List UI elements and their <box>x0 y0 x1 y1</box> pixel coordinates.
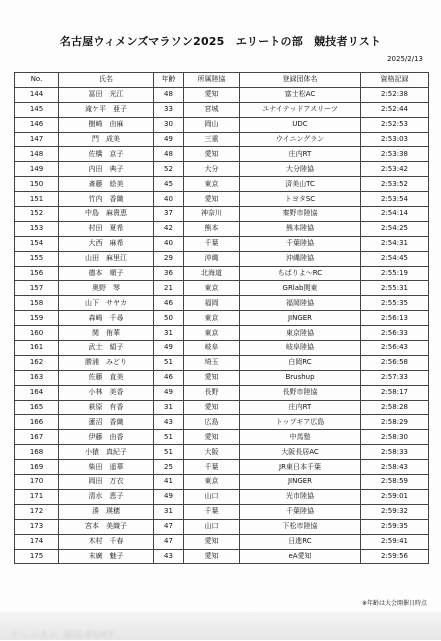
header-qualifying-time: 資格記録 <box>361 73 429 88</box>
table-row <box>15 117 429 132</box>
cell-age: 41 <box>154 475 184 490</box>
table-row <box>15 221 429 236</box>
table-row <box>15 370 429 385</box>
cell-club: 千葉陸協 <box>240 236 361 251</box>
cell-age: 29 <box>154 251 184 266</box>
cell-name: 木村 千春 <box>59 534 154 549</box>
cell-name: 清水 恵子 <box>59 489 154 504</box>
cell-club: 中馬塾 <box>240 430 361 445</box>
table-row <box>15 281 429 296</box>
table-row <box>15 415 429 430</box>
cell-time: 2:52:53 <box>361 117 429 132</box>
cell-no: 168 <box>15 445 59 460</box>
table-row <box>15 534 429 549</box>
cell-federation: 東京 <box>184 177 240 192</box>
cell-club: ウイニングラン <box>240 132 361 147</box>
table-row <box>15 326 429 341</box>
cell-federation: 広島 <box>184 415 240 430</box>
cell-time: 2:53:38 <box>361 147 429 162</box>
table-row <box>15 87 429 102</box>
cell-name: 小林 美香 <box>59 385 154 400</box>
cell-age: 33 <box>154 102 184 117</box>
table-row <box>15 549 429 564</box>
cell-federation: 福岡 <box>184 296 240 311</box>
cell-federation: 愛知 <box>184 370 240 385</box>
cell-federation: 沖縄 <box>184 251 240 266</box>
cell-name: 門 成美 <box>59 132 154 147</box>
table-row <box>15 251 429 266</box>
cell-no: 154 <box>15 236 59 251</box>
cell-federation: 愛知 <box>184 549 240 564</box>
cell-age: 21 <box>154 281 184 296</box>
cell-age: 43 <box>154 415 184 430</box>
table-row <box>15 162 429 177</box>
cell-club: 大阪長居AC <box>240 445 361 460</box>
cell-name: 末廣 魅子 <box>59 549 154 564</box>
cell-no: 148 <box>15 147 59 162</box>
cell-name: 村田 夏希 <box>59 221 154 236</box>
table-row <box>15 504 429 519</box>
cell-time: 2:58:30 <box>361 430 429 445</box>
cell-name: 大西 麻希 <box>59 236 154 251</box>
cell-federation: 三重 <box>184 132 240 147</box>
table-row <box>15 296 429 311</box>
cell-time: 2:55:19 <box>361 266 429 281</box>
cell-federation: 愛知 <box>184 400 240 415</box>
table-row <box>15 266 429 281</box>
table-row <box>15 385 429 400</box>
cell-club: 下松市陸協 <box>240 519 361 534</box>
cell-federation: 北海道 <box>184 266 240 281</box>
cell-no: 162 <box>15 355 59 370</box>
cell-no: 170 <box>15 475 59 490</box>
cell-time: 2:56:13 <box>361 311 429 326</box>
cell-age: 36 <box>154 266 184 281</box>
cell-federation: 東京 <box>184 475 240 490</box>
cell-name: 佐藤 直美 <box>59 370 154 385</box>
cell-no: 169 <box>15 460 59 475</box>
cell-time: 2:58:59 <box>361 475 429 490</box>
cell-no: 149 <box>15 162 59 177</box>
cell-age: 31 <box>154 400 184 415</box>
cell-time: 2:52:38 <box>361 87 429 102</box>
cell-name: 関 侑華 <box>59 326 154 341</box>
cell-no: 147 <box>15 132 59 147</box>
cell-club: JINGER <box>240 311 361 326</box>
table-row <box>15 102 429 117</box>
cell-no: 159 <box>15 311 59 326</box>
cell-name: 内田 典子 <box>59 162 154 177</box>
cell-no: 175 <box>15 549 59 564</box>
cell-no: 156 <box>15 266 59 281</box>
cell-age: 49 <box>154 341 184 356</box>
cell-federation: 愛知 <box>184 192 240 207</box>
cell-age: 50 <box>154 311 184 326</box>
cell-club: 岐阜陸協 <box>240 341 361 356</box>
cell-no: 160 <box>15 326 59 341</box>
cell-club: JR東日本千葉 <box>240 460 361 475</box>
table-row <box>15 355 429 370</box>
cell-no: 172 <box>15 504 59 519</box>
cell-federation: 山口 <box>184 519 240 534</box>
cell-age: 46 <box>154 370 184 385</box>
cell-no: 152 <box>15 207 59 222</box>
cell-age: 30 <box>154 117 184 132</box>
cell-age: 49 <box>154 132 184 147</box>
cell-name: 奥野 琴 <box>59 281 154 296</box>
cell-club: eA愛知 <box>240 549 361 564</box>
cell-no: 151 <box>15 192 59 207</box>
cell-club: 大分陸協 <box>240 162 361 177</box>
cell-federation: 東京 <box>184 326 240 341</box>
table-row <box>15 236 429 251</box>
cell-age: 51 <box>154 445 184 460</box>
cell-club: トヨタSC <box>240 192 361 207</box>
cell-no: 165 <box>15 400 59 415</box>
cell-no: 145 <box>15 102 59 117</box>
cell-time: 2:53:42 <box>361 162 429 177</box>
cell-name: 勝浦 みどり <box>59 355 154 370</box>
cell-name: 湊 瑛穂 <box>59 504 154 519</box>
table-row <box>15 341 429 356</box>
cell-federation: 千葉 <box>184 236 240 251</box>
cell-federation: 大阪 <box>184 445 240 460</box>
cell-age: 46 <box>154 296 184 311</box>
cell-club: 富士松AC <box>240 87 361 102</box>
cell-name: 小猿 真紀子 <box>59 445 154 460</box>
table-body <box>15 87 429 564</box>
table-row <box>15 192 429 207</box>
cell-club: 庄内RT <box>240 400 361 415</box>
cell-age: 47 <box>154 534 184 549</box>
blurred-caption: チャンネル 競技者ORT <box>10 631 115 641</box>
cell-age: 51 <box>154 430 184 445</box>
footnote: ※年齢は大会開催日時点 <box>361 600 427 607</box>
cell-time: 2:53:03 <box>361 132 429 147</box>
cell-name: 宮本 美織子 <box>59 519 154 534</box>
cell-time: 2:54:25 <box>361 221 429 236</box>
cell-federation: 宮城 <box>184 102 240 117</box>
header-federation: 所属陸協 <box>184 73 240 88</box>
cell-time: 2:59:41 <box>361 534 429 549</box>
cell-time: 2:54:45 <box>361 251 429 266</box>
cell-age: 48 <box>154 87 184 102</box>
cell-name: 德本 順子 <box>59 266 154 281</box>
cell-name: 山下 サヤカ <box>59 296 154 311</box>
cell-club: UDC <box>240 117 361 132</box>
table-row <box>15 207 429 222</box>
cell-federation: 千葉 <box>184 460 240 475</box>
cell-club: ユナイテッドアスリーツ <box>240 102 361 117</box>
cell-federation: 埼玉 <box>184 355 240 370</box>
cell-time: 2:53:54 <box>361 192 429 207</box>
cell-name: 樹崎 由麻 <box>59 117 154 132</box>
cell-no: 164 <box>15 385 59 400</box>
cell-club: 沖縄陸協 <box>240 251 361 266</box>
table-row <box>15 311 429 326</box>
cell-federation: 愛知 <box>184 87 240 102</box>
cell-club: 済美山TC <box>240 177 361 192</box>
cell-club: GRlab関東 <box>240 281 361 296</box>
cell-name: 竹内 香織 <box>59 192 154 207</box>
cell-name: 伊藤 由香 <box>59 430 154 445</box>
cell-club: JINGER <box>240 475 361 490</box>
cell-federation: 千葉 <box>184 504 240 519</box>
cell-no: 166 <box>15 415 59 430</box>
cell-time: 2:56:33 <box>361 326 429 341</box>
cell-age: 40 <box>154 236 184 251</box>
cell-club: 白岡RC <box>240 355 361 370</box>
table-row <box>15 430 429 445</box>
cell-federation: 愛知 <box>184 534 240 549</box>
cell-age: 42 <box>154 221 184 236</box>
cell-club: 千葉陸協 <box>240 504 361 519</box>
table-row <box>15 519 429 534</box>
table-header-row <box>15 73 429 88</box>
cell-club: ちばりよ～RC <box>240 266 361 281</box>
cell-name: 滝ケ平 亜子 <box>59 102 154 117</box>
cell-time: 2:59:01 <box>361 489 429 504</box>
header-no: No. <box>15 73 59 88</box>
table-row <box>15 147 429 162</box>
cell-name: 斎藤 絵美 <box>59 177 154 192</box>
cell-club: 東京陸協 <box>240 326 361 341</box>
cell-name: 武士 絹子 <box>59 341 154 356</box>
cell-time: 2:54:14 <box>361 207 429 222</box>
cell-federation: 岡山 <box>184 117 240 132</box>
cell-time: 2:58:17 <box>361 385 429 400</box>
cell-no: 167 <box>15 430 59 445</box>
athlete-table <box>14 72 429 564</box>
cell-name: 森崎 千尋 <box>59 311 154 326</box>
cell-time: 2:56:58 <box>361 355 429 370</box>
cell-time: 2:58:43 <box>361 460 429 475</box>
cell-club: 光市陸協 <box>240 489 361 504</box>
cell-time: 2:59:35 <box>361 519 429 534</box>
cell-no: 161 <box>15 341 59 356</box>
cell-federation: 愛知 <box>184 147 240 162</box>
cell-age: 51 <box>154 355 184 370</box>
table-row <box>15 445 429 460</box>
cell-federation: 東京 <box>184 281 240 296</box>
document-date: 2025/2/13 <box>387 55 423 63</box>
cell-age: 31 <box>154 504 184 519</box>
cell-time: 2:56:43 <box>361 341 429 356</box>
header-age: 年齢 <box>154 73 184 88</box>
header-name: 氏名 <box>59 73 154 88</box>
table-row <box>15 177 429 192</box>
cell-age: 52 <box>154 162 184 177</box>
table-row <box>15 489 429 504</box>
cell-club: 熊本陸協 <box>240 221 361 236</box>
cell-name: 萩原 有香 <box>59 400 154 415</box>
cell-name: 中島 麻貴恵 <box>59 207 154 222</box>
cell-club: 庄内RT <box>240 147 361 162</box>
cell-club: 福岡陸協 <box>240 296 361 311</box>
cell-time: 2:58:33 <box>361 445 429 460</box>
cell-name: 蓮沼 香織 <box>59 415 154 430</box>
table-row <box>15 460 429 475</box>
cell-name: 佐橋 京子 <box>59 147 154 162</box>
header-club: 登録団体名 <box>240 73 361 88</box>
cell-name: 冨田 光江 <box>59 87 154 102</box>
table-row <box>15 400 429 415</box>
cell-time: 2:58:28 <box>361 400 429 415</box>
cell-time: 2:55:35 <box>361 296 429 311</box>
table-row <box>15 475 429 490</box>
table-row <box>15 132 429 147</box>
cell-time: 2:55:31 <box>361 281 429 296</box>
cell-time: 2:57:33 <box>361 370 429 385</box>
cell-federation: 神奈川 <box>184 207 240 222</box>
cell-age: 43 <box>154 549 184 564</box>
cell-age: 37 <box>154 207 184 222</box>
cell-club: トップギア広島 <box>240 415 361 430</box>
cell-club: 長野市陸協 <box>240 385 361 400</box>
cell-no: 171 <box>15 489 59 504</box>
cell-no: 155 <box>15 251 59 266</box>
cell-federation: 愛知 <box>184 430 240 445</box>
cell-time: 2:52:44 <box>361 102 429 117</box>
cell-name: 山田 麻里江 <box>59 251 154 266</box>
cell-age: 48 <box>154 147 184 162</box>
cell-club: Brushup <box>240 370 361 385</box>
cell-name: 岡田 万衣 <box>59 475 154 490</box>
cell-age: 40 <box>154 192 184 207</box>
cell-federation: 大分 <box>184 162 240 177</box>
cell-no: 174 <box>15 534 59 549</box>
cell-no: 153 <box>15 221 59 236</box>
cell-no: 144 <box>15 87 59 102</box>
cell-age: 49 <box>154 489 184 504</box>
cell-age: 45 <box>154 177 184 192</box>
cell-age: 31 <box>154 326 184 341</box>
cell-no: 173 <box>15 519 59 534</box>
document-title: 名古屋ウィメンズマラソン2025 エリートの部 競技者リスト <box>59 35 382 48</box>
cell-federation: 熊本 <box>184 221 240 236</box>
cell-no: 150 <box>15 177 59 192</box>
cell-club: 日進RC <box>240 534 361 549</box>
cell-time: 2:54:31 <box>361 236 429 251</box>
cell-name: 柴田 遥華 <box>59 460 154 475</box>
cell-no: 163 <box>15 370 59 385</box>
cell-no: 157 <box>15 281 59 296</box>
cell-time: 2:59:32 <box>361 504 429 519</box>
cell-federation: 山口 <box>184 489 240 504</box>
cell-time: 2:53:52 <box>361 177 429 192</box>
cell-age: 25 <box>154 460 184 475</box>
cell-age: 49 <box>154 385 184 400</box>
cell-federation: 東京 <box>184 311 240 326</box>
cell-federation: 長野 <box>184 385 240 400</box>
cell-no: 146 <box>15 117 59 132</box>
cell-no: 158 <box>15 296 59 311</box>
cell-time: 2:59:56 <box>361 549 429 564</box>
cell-time: 2:58:29 <box>361 415 429 430</box>
cell-age: 47 <box>154 519 184 534</box>
cell-federation: 岐阜 <box>184 341 240 356</box>
cell-club: 秦野市陸協 <box>240 207 361 222</box>
